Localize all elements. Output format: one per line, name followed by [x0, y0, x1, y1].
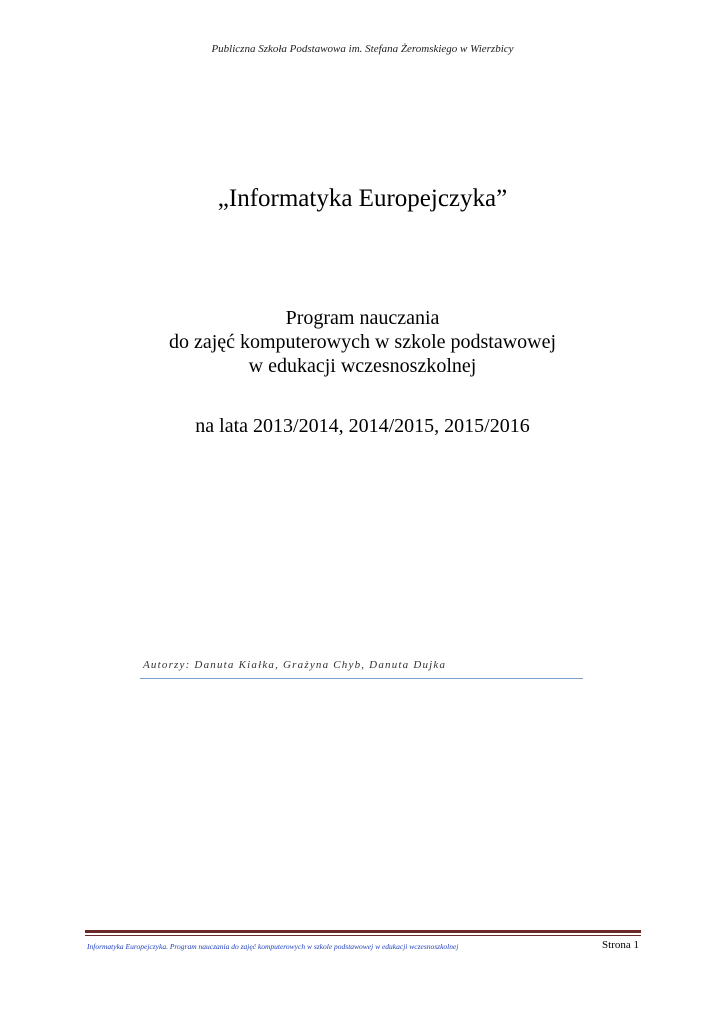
authors-line: Autorzy: Danuta Kiałka, Grażyna Chyb, Danuta Dujka [143, 659, 447, 671]
subtitle-line-3: w edukacji wczesnoszkolnej [248, 355, 477, 377]
footer-text: Informatyka Europejczyka. Program nauczania do zajęć komputerowych w szkole podstawowej w edukacji wczesnoszkolnej [87, 942, 459, 951]
page-number: Strona 1 [602, 939, 639, 951]
subtitle-line-2: do zajęć komputerowych w szkole podstawowej [168, 331, 557, 353]
authors-divider [140, 678, 583, 679]
document-title: „Informatyka Europejczyka” [217, 185, 508, 212]
page-header: Publiczna Szkoła Podstawowa im. Stefana Żeromskiego w Wierzbicy [211, 43, 514, 55]
footer-divider-thick [85, 930, 641, 933]
footer-divider-thin [85, 935, 641, 936]
subtitle-line-1: Program nauczania [285, 307, 440, 329]
document-subtitle [0, 306, 725, 378]
school-years: na lata 2013/2014, 2014/2015, 2015/2016 [195, 415, 530, 437]
